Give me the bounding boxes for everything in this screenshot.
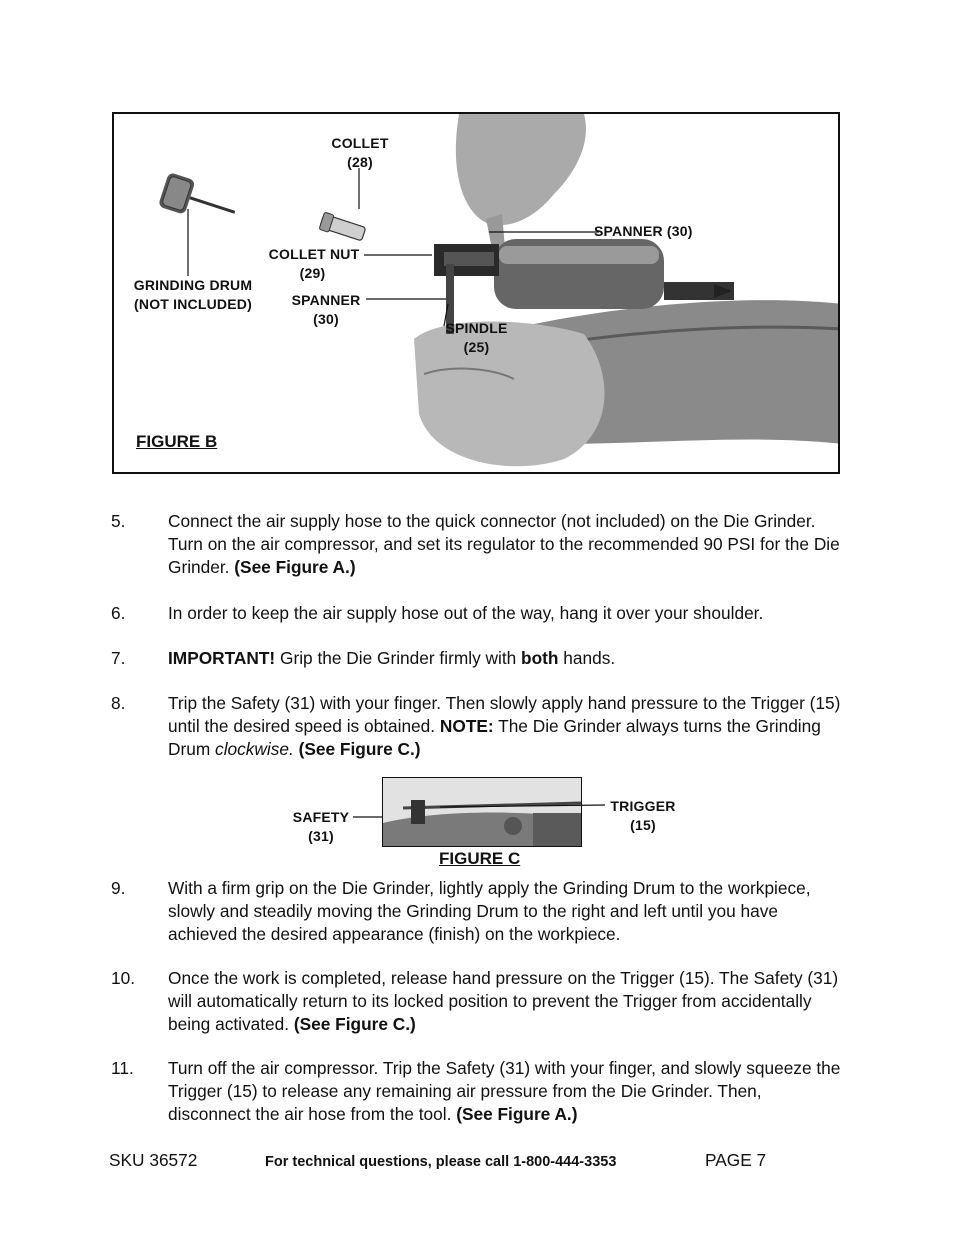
step-text [168, 877, 848, 946]
step-text-italic: clockwise. [215, 739, 294, 759]
step-text [168, 967, 848, 1036]
step-text-bold: (See Figure A.) [456, 1104, 578, 1124]
safety-label [288, 808, 354, 846]
trigger-leader-line [440, 795, 610, 815]
spanner-left-label [286, 291, 366, 329]
safety-label-num: (31) [308, 828, 334, 844]
spanner-right-label: SPANNER (30) [594, 223, 693, 239]
grinding-drum-label [126, 276, 260, 314]
step-text-run: Connect the air supply hose to the quick connector (not included) on the Die Grinder. Turn on the air compressor, and set its regulator to the recommended 90 PSI for the Die Grinder. [168, 511, 840, 577]
collet-label-text: COLLET [331, 135, 389, 151]
step-text-bold: (See Figure A.) [234, 557, 356, 577]
step-number: 10. [111, 968, 136, 988]
step-text-run: hands. [558, 648, 616, 668]
step-text-run: Turn off the air compressor. Trip the Safety (31) with your finger, and slowly squeeze the Trigger (15) to release any remaining air pressure from the Die Grinder. Then, disconnect the air hose from the tool. [168, 1058, 841, 1124]
footer-phone-line: For technical questions, please call 1-800-444-3353 [265, 1154, 617, 1170]
footer-page-number: PAGE 7 [705, 1150, 767, 1170]
step-text-bold: both [521, 648, 559, 668]
step-text-run: Trip the Safety (31) with your finger. Then slowly apply hand pressure to the Trigger (15) until the desired speed is obtained. [168, 693, 841, 736]
step-number: 5. [111, 511, 126, 531]
step-text-run: The Die Grinder always turns the Grinding Drum [168, 716, 821, 759]
step-number: 9. [111, 878, 126, 898]
step-text [168, 647, 848, 670]
grinding-drum-label-note: (NOT INCLUDED) [134, 296, 252, 312]
spanner-left-label-text: SPANNER [291, 292, 361, 308]
collet-label-num: (28) [347, 154, 373, 170]
spanner-left-label-num: (30) [313, 311, 339, 327]
step-text-bold: (See Figure C.) [293, 1014, 416, 1034]
step-text-run: With a firm grip on the Die Grinder, lightly apply the Grinding Drum to the workpiece, slowly and steadily moving the Grinding Drum to the right and left until you have achieved the desired appearance (finish) on the workpiece. [168, 878, 811, 944]
collet-nut-label [264, 245, 364, 283]
step-number: 6. [111, 603, 126, 623]
footer-sku: SKU 36572 [109, 1150, 198, 1170]
safety-label-text: SAFETY [292, 809, 350, 825]
step-number: 7. [111, 648, 126, 668]
step-text [168, 510, 848, 579]
figure-b-title: FIGURE B [136, 432, 218, 451]
step-text [168, 692, 848, 761]
collet-label [325, 134, 395, 172]
figure-c-title: FIGURE C [439, 849, 521, 868]
step-text-bold: NOTE: [439, 716, 494, 736]
spindle-label-num: (25) [463, 339, 490, 355]
trigger-label-text: TRIGGER [610, 798, 676, 814]
step-text-run: Once the work is completed, release hand pressure on the Trigger (15). The Safety (31) will automatically return to its locked position to prevent the Trigger from accidentally being activated. [168, 968, 839, 1034]
step-text [168, 1057, 848, 1126]
trigger-label [604, 797, 682, 835]
step-text-bold: (See Figure C.) [298, 739, 421, 759]
step-text-run: In order to keep the air supply hose out of the way, hang it over your shoulder. [168, 603, 764, 623]
grinding-drum-label-text: GRINDING DRUM [133, 277, 253, 293]
step-text [168, 602, 848, 625]
step-number: 11. [111, 1058, 134, 1078]
spindle-label [444, 319, 509, 357]
spindle-label-text: SPINDLE [445, 320, 508, 336]
step-text-run: Grip the Die Grinder firmly with [275, 648, 522, 668]
step-number: 8. [111, 693, 126, 713]
collet-nut-label-num: (29) [299, 265, 326, 281]
collet-nut-label-text: COLLET NUT [268, 246, 360, 262]
step-text-bold: IMPORTANT! [168, 648, 276, 668]
trigger-label-num: (15) [630, 817, 656, 833]
figure-b [112, 112, 840, 474]
